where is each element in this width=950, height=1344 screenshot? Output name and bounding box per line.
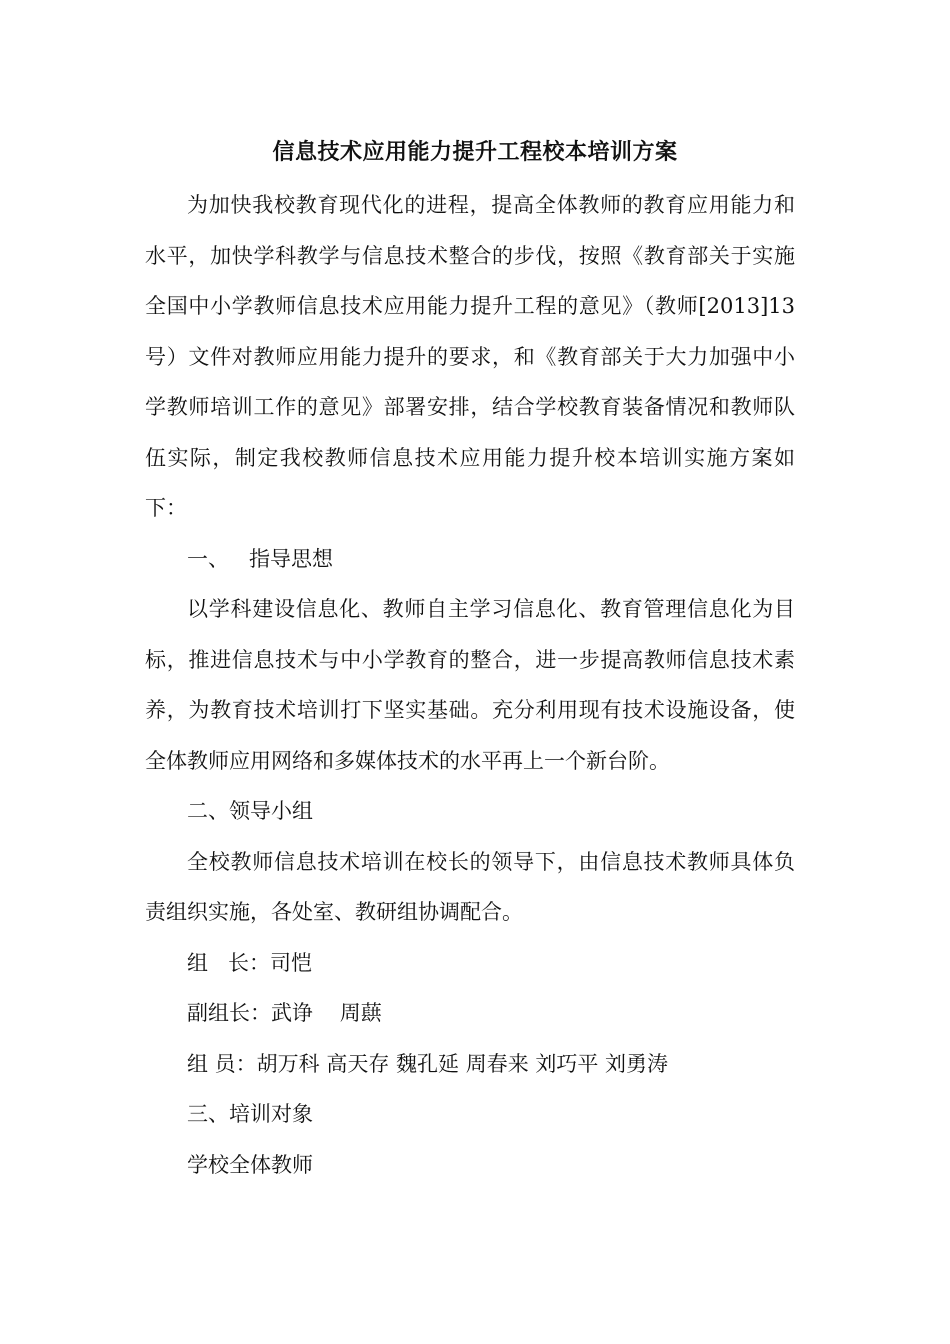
section3-text: 学校全体教师 — [187, 1152, 313, 1177]
document-body — [145, 180, 795, 1190]
section3-heading: 三、培训对象 — [187, 1102, 313, 1126]
section1-heading: 一、 指导思想 — [187, 546, 334, 571]
section1-paragraph: 以学科建设信息化、教师自主学习信息化、教育管理信息化为目标，推进信息技术与中小学教育的整合，进一步提高教师信息技术素养，为教育技术培训打下坚实基础。充分利用现有技术设施设备，使全体教师应用网络和多媒体技术的水平再上一个新台阶。 — [145, 597, 795, 773]
deputy-leader: 副组长：武诤 周蕻 — [187, 1001, 382, 1025]
document-title: 信息技术应用能力提升工程校本培训方案 — [272, 139, 678, 165]
section2-paragraph: 全校教师信息技术培训在校长的领导下，由信息技术教师具体负责组织实施，各处室、教研组协调配合。 — [145, 849, 795, 924]
group-leader: 组 长：司恺 — [187, 950, 313, 975]
section2-heading: 二、领导小组 — [187, 799, 313, 823]
group-members: 组 员：胡万科 高天存 魏孔延 周春来 刘巧平 刘勇涛 — [187, 1051, 669, 1076]
intro-paragraph: 为加快我校教育现代化的进程，提高全体教师的教育应用能力和水平，加快学科教学与信息技术整合的步伐，按照《教育部关于实施全国中小学教师信息技术应用能力提升工程的意见》（教师[2013]13号）文件对教师应用能力提升的要求，和《教育部关于大力加强中小学教师培训工作的意见》部署安排，结合学校教育装备情况和教师队伍实际，制定我校教师信息技术应用能力提升校本培训实施方案如下： — [145, 193, 795, 520]
